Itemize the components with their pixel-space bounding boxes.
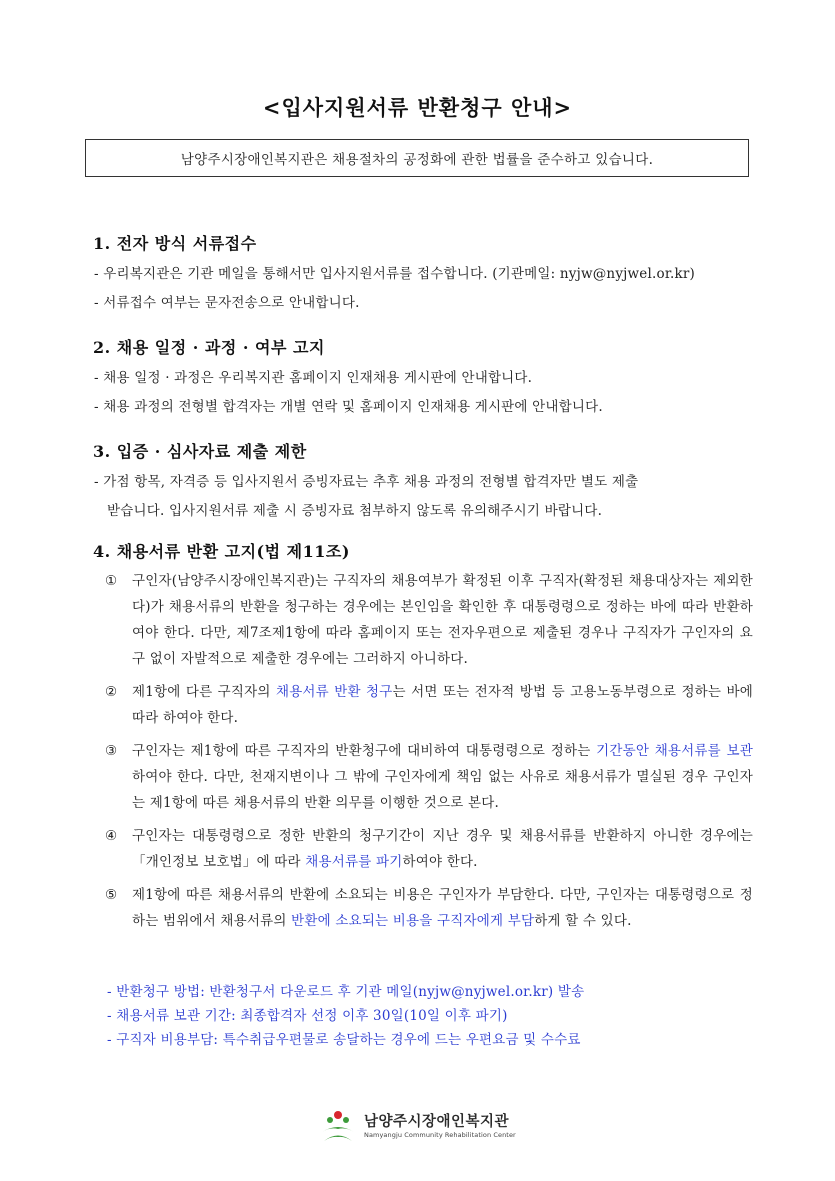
- clause-highlight: 채용서류 반환 청구: [275, 684, 393, 700]
- clause-item-5: [93, 882, 753, 934]
- org-name-english: Namyangju Community Rehabilitation Center: [364, 1131, 516, 1139]
- section-document-restriction: [93, 439, 753, 526]
- clause-text: 하게 할 수 있다.: [534, 913, 632, 929]
- section-title: 2. 채용 일정 · 과정 · 여부 고지: [93, 338, 325, 357]
- compliance-notice-box: [85, 139, 749, 177]
- clause-text: 하여야 한다.: [402, 854, 478, 870]
- clause-text: 구인자는 제1항에 따른 구직자의 반환청구에 대비하여 대통령령으로 정하는: [132, 743, 597, 759]
- circled-number: ①: [105, 573, 118, 589]
- bullet-line-continued: 받습니다. 입사지원서류 제출 시 증빙자료 첨부하지 않도록 유의해주시기 바랍니다.: [107, 503, 603, 519]
- section-document-return: [93, 539, 753, 941]
- return-summary-list: [107, 980, 767, 1052]
- summary-item: - 구직자 비용부담: 특수취급우편물로 송달하는 경우에 드는 우편요금 및 수수료: [107, 1032, 581, 1048]
- clause-text: 제1항에 따른 채용서류의 반환에 소요되는 비용은 구인자가 부담한다. 다만, 구인자는 대통령령으로 정하는 범위에서 채용서류의: [132, 887, 753, 929]
- clause-text: 제1항에 다른 구직자의: [132, 684, 276, 700]
- clause-text: 하여야 한다. 다만, 천재지변이나 그 밖에 구인자에게 책임 없는 사유로 채용서류가 멸실된 경우 구인자는 제1항에 따른 채용서류의 반환 의무를 이행한 것으로 본다.: [132, 769, 753, 811]
- section-title: 3. 입증 · 심사자료 제출 제한: [93, 442, 307, 461]
- org-logo-icon: [318, 1108, 358, 1148]
- section-title: 1. 전자 방식 서류접수: [93, 234, 257, 253]
- clause-item-1: [93, 568, 753, 672]
- summary-item: - 채용서류 보관 기간: 최종합격자 선정 이후 30일(10일 이후 파기): [107, 1008, 508, 1024]
- clause-item-3: [93, 738, 753, 816]
- compliance-notice-text: 남양주시장애인복지관은 채용절차의 공정화에 관한 법률을 준수하고 있습니다.: [180, 152, 654, 168]
- clause-item-4: [93, 823, 753, 875]
- bullet-item: - 채용 과정의 전형별 합격자는 개별 연락 및 홈페이지 인재채용 게시판에 안내합니다.: [94, 399, 603, 415]
- bullet-item: - 채용 일정 · 과정은 우리복지관 홈페이지 인재채용 게시판에 안내합니다.: [94, 370, 533, 386]
- clause-text: 구인자는 대통령령으로 정한 반환의 청구기간이 지난 경우 및 채용서류를 반환하지 아니한 경우에는 「개인정보 보호법」에 따라: [132, 828, 753, 870]
- footer-org-logo: [318, 1108, 548, 1148]
- clause-item-2: [93, 679, 753, 731]
- clause-text: 는 서면 또는 전자적 방법 등 고용노동부령으로 정하는 바에 따라 하여야 한다.: [132, 684, 753, 726]
- clause-highlight: 채용서류를 파기: [305, 854, 403, 870]
- circled-number: ④: [105, 828, 118, 844]
- bullet-line: - 가점 항목, 자격증 등 입사지원서 증빙자료는 추후 채용 과정의 전형별 합격자만 별도 제출: [94, 474, 639, 490]
- circled-number: ③: [105, 743, 118, 759]
- bullet-item: - 서류접수 여부는 문자전송으로 안내합니다.: [94, 295, 360, 311]
- section-schedule-notice: [93, 335, 753, 422]
- circled-number: ②: [105, 684, 118, 700]
- page-title: <입사지원서류 반환청구 안내>: [262, 95, 573, 120]
- clause-highlight: 기간동안 채용서류를 보관: [596, 743, 753, 759]
- clause-highlight: 반환에 소요되는 비용을 구직자에게 부담: [291, 913, 535, 929]
- org-name-korean: 남양주시장애인복지관: [364, 1114, 510, 1130]
- section-title: 4. 채용서류 반환 고지(법 제11조): [93, 542, 350, 561]
- bullet-item: [93, 468, 753, 526]
- bullet-item: - 우리복지관은 기관 메일을 통해서만 입사지원서류를 접수합니다. (기관메일: nyjw@nyjwel.or.kr): [94, 266, 695, 282]
- circled-number: ⑤: [105, 887, 118, 903]
- summary-item: - 반환청구 방법: 반환청구서 다운로드 후 기관 메일(nyjw@nyjwel.or.kr) 발송: [107, 984, 585, 1000]
- clause-text: 구인자(남양주시장애인복지관)는 구직자의 채용여부가 확정된 이후 구직자(확정된 채용대상자는 제외한다)가 채용서류의 반환을 청구하는 경우에는 본인임을 확인한 후 대통령령으로 정하는 바에 따라 반환하여야 한다. 다만, 제7조제1항에 따라 홈페이지 또는 전자우편으로 제출된 경우나 구직자가 구인자의 요구 없이 자발적으로 제출한 경우에는 그러하지 아니하다.: [132, 573, 753, 667]
- section-electronic-submission: [93, 231, 753, 318]
